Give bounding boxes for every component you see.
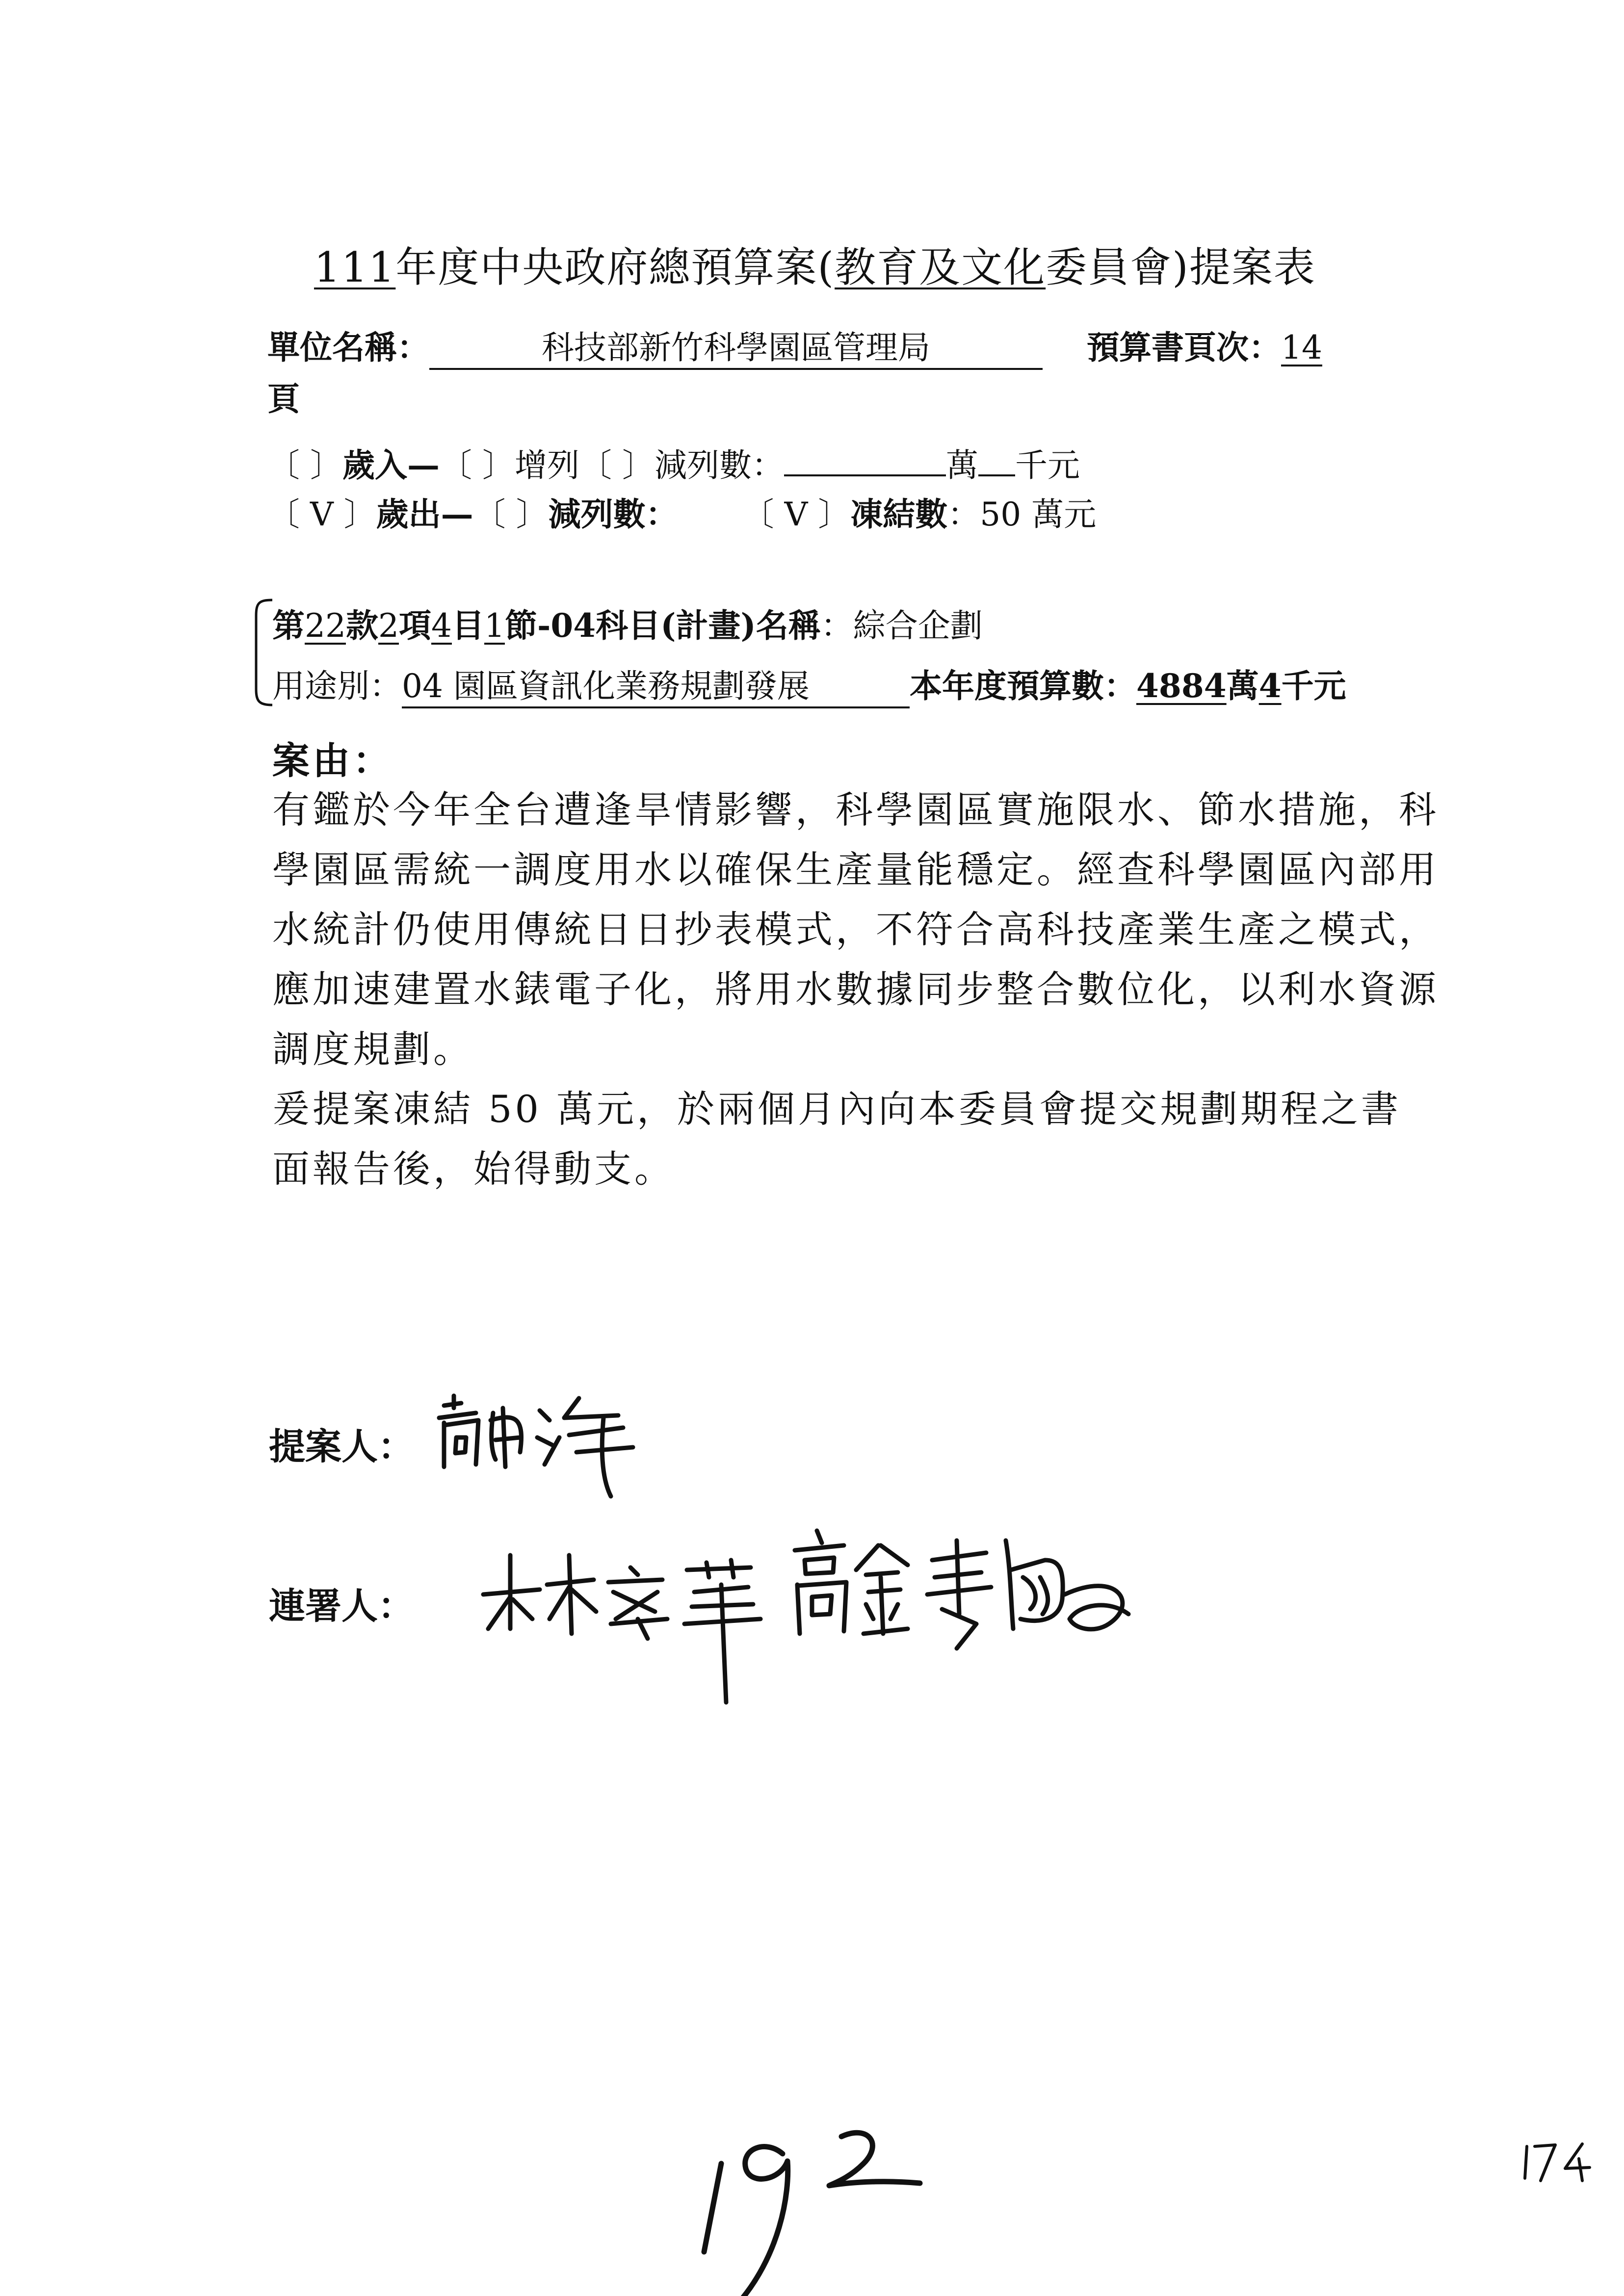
expense-type: 歲出— [376, 495, 473, 533]
account-p4: 目 [451, 606, 484, 645]
account-p5: 節-04 [504, 606, 596, 645]
title-year: 111 [314, 243, 396, 291]
title-mid: 年度中央政府總預算案( [395, 243, 835, 291]
cosigner-label: 連署人： [269, 1585, 414, 1627]
subject-label: 科目(計畫)名稱 [596, 606, 821, 645]
revenue-bracket-2: 〔 〕 [439, 446, 515, 484]
budget-qian-unit: 千元 [1281, 667, 1346, 705]
revenue-type: 歲入— [342, 446, 440, 484]
revenue-bracket-1: 〔 〕 [267, 446, 342, 484]
cosigner-signature-1 [483, 1555, 760, 1702]
usage-value: 04 園區資訊化業務規劃發展 [402, 667, 810, 705]
revenue-unit-wan: 萬 [945, 446, 978, 484]
expense-cut-label: 減列數： [548, 495, 678, 533]
expense-bracket-3: 〔 V 〕 [741, 496, 851, 533]
revenue-cut-label: 減列數： [654, 446, 784, 484]
budget-wan: 4884 [1136, 667, 1227, 705]
handwritten-number-192 [704, 2133, 920, 2296]
subject-value: ：綜合企劃 [820, 607, 983, 645]
unit-value: 科技部新竹科學園區管理局 [542, 329, 930, 366]
account-p2: 款 [345, 606, 378, 645]
revenue-bracket-3: 〔 〕 [579, 446, 655, 484]
expense-bracket-1: 〔 V 〕 [267, 496, 376, 533]
expense-bracket-2: 〔 〕 [473, 496, 549, 533]
page-value: 14 [1281, 329, 1322, 366]
revenue-add-label: 增列 [514, 446, 579, 484]
reason-label: 案由： [272, 739, 393, 783]
budget-wan-unit: 萬 [1226, 667, 1259, 705]
budget-qian: 4 [1258, 667, 1282, 705]
account-mu: 4 [431, 607, 452, 645]
usage-label: 用途別： [272, 667, 402, 705]
expense-freeze-amount: ：50 萬元 [947, 496, 1097, 533]
proposer-signature [439, 1396, 633, 1496]
proposer-label: 提案人： [269, 1426, 414, 1468]
handwritten-number-174 [1525, 2144, 1590, 2181]
unit-label: 單位名稱： [267, 328, 429, 366]
account-p3: 項 [398, 606, 431, 645]
account-kuan: 22 [305, 607, 346, 645]
title-committee: 教育及文化 [835, 243, 1046, 291]
expense-freeze-label: 凍結數 [850, 495, 948, 533]
account-p1: 第 [272, 606, 305, 645]
page-suffix: 頁 [267, 380, 300, 418]
revenue-unit-qian: 千元 [1015, 446, 1080, 484]
cosigner-signature-2 [795, 1531, 1128, 1648]
budget-label: 本年度預算數： [910, 667, 1136, 705]
account-jie: 1 [484, 607, 505, 645]
reason-paragraph-1: 有鑑於今年全台遭逢旱情影響，科學園區實施限水、節水措施，科學園區需統一調度用水以確保生產量能穩定。經查科學園區內部用水統計仍使用傳統日日抄表模式，不符合高科技產業生產之模式，應加速建置水錶電子化，將用水數據同步整合數位化，以利水資源調度規劃。 [272, 788, 1439, 1071]
page-label: 預算書頁次： [1087, 328, 1281, 366]
account-xiang: 2 [378, 607, 399, 645]
reason-paragraph-2: 爰提案凍結 50 萬元，於兩個月內向本委員會提交規劃期程之書面報告後，始得動支。 [272, 1087, 1402, 1191]
title-end: 委員會)提案表 [1046, 243, 1316, 291]
